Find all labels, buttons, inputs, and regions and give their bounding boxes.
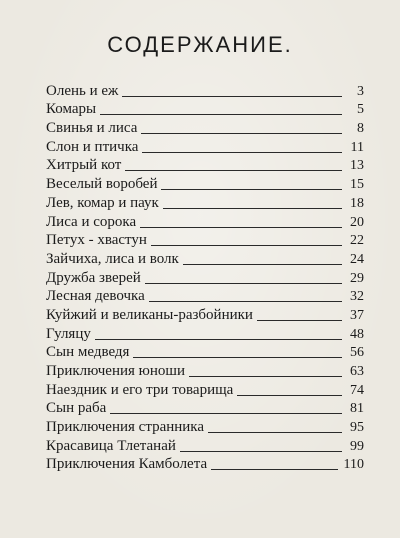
toc-entry <box>46 454 364 473</box>
toc-entry-title: Свинья и лиса <box>46 120 138 137</box>
toc-entry-title: Слон и птичка <box>46 138 139 155</box>
leader-line <box>257 320 342 321</box>
toc-entry-title: Лев, комар и паук <box>46 194 159 211</box>
toc-entry <box>46 248 364 267</box>
toc-entry-page-number: 15 <box>350 177 364 193</box>
toc-entry-title: Зайчиха, лиса и волк <box>46 250 179 267</box>
leader-line <box>145 283 342 284</box>
toc-entry-page-number: 110 <box>343 457 364 473</box>
toc-entry-page-number: 99 <box>350 438 364 454</box>
leader-line <box>149 301 342 302</box>
leader-line <box>237 395 342 396</box>
toc-entry <box>46 416 364 435</box>
leader-line <box>163 208 342 209</box>
toc-entry-page-number: 11 <box>350 139 364 155</box>
toc-entry-page-number: 37 <box>350 307 364 323</box>
toc-entry-page-number: 3 <box>357 83 364 99</box>
toc-entry-page-number: 24 <box>350 251 364 267</box>
toc-entry-page-number: 63 <box>350 364 364 379</box>
leader-line <box>95 339 342 340</box>
toc-entry <box>46 80 364 99</box>
leader-line <box>189 376 342 377</box>
toc-entry-page-number: 81 <box>350 401 364 417</box>
leader-line <box>141 133 342 134</box>
toc-entry <box>46 304 364 323</box>
leader-line <box>208 432 342 433</box>
toc-entry-title: Дружба зверей <box>46 269 141 286</box>
toc-entry-title: Лесная девочка <box>46 288 145 305</box>
toc-entry <box>46 379 364 398</box>
toc-entry-title: Приключения Камболета <box>46 456 208 473</box>
leader-line <box>122 96 342 97</box>
toc-entry-page-number: 32 <box>350 289 364 305</box>
toc-entry <box>46 435 364 454</box>
leader-line <box>151 245 342 246</box>
toc-entry <box>46 286 364 305</box>
toc-entry-page-number: 48 <box>350 326 364 342</box>
toc-entry-page-number: 56 <box>350 345 364 361</box>
leader-line <box>125 170 342 171</box>
toc-entry <box>46 230 364 249</box>
toc-entry-title: Сын медведя <box>46 344 130 361</box>
toc-entry <box>46 99 364 118</box>
toc-entry-title: Куйжий и великаны-разбойники <box>46 306 253 323</box>
leader-line <box>180 451 342 452</box>
toc-entry <box>46 173 364 192</box>
leader-line <box>183 264 342 265</box>
toc-entry <box>46 360 364 379</box>
toc-entry <box>46 267 364 286</box>
toc-entry-page-number: 22 <box>350 233 364 249</box>
toc-entry-title: Комары <box>46 101 97 118</box>
toc-entry-page-number: 18 <box>350 195 364 211</box>
toc-entry-title: Сын раба <box>46 400 107 417</box>
toc-entry-title: Лиса и сорока <box>46 213 137 230</box>
toc-entry-title: Наездник и его три товарища <box>46 381 234 398</box>
toc-entry-title: Олень и еж <box>46 82 119 99</box>
leader-line <box>142 152 342 153</box>
toc-entry <box>46 192 364 211</box>
toc-entry <box>46 211 364 230</box>
toc-entry <box>46 117 364 136</box>
toc-entry-title: Хитрый кот <box>46 157 122 174</box>
toc-entry <box>46 136 364 155</box>
table-of-contents <box>46 80 364 472</box>
toc-entry-page-number: 8 <box>357 121 364 137</box>
leader-line <box>133 357 342 358</box>
toc-entry-page-number: 29 <box>350 270 364 286</box>
toc-entry-title: Приключения странника <box>46 419 205 436</box>
toc-entry-title: Веселый воробей <box>46 176 158 193</box>
toc-entry-title: Красавица Тлетанай <box>46 437 176 454</box>
toc-entry <box>46 398 364 417</box>
toc-entry-title: Петух - хвастун <box>46 232 147 249</box>
toc-entry-title: Приключения юноши <box>46 363 185 379</box>
toc-entry-title: Гуляцу <box>46 325 91 342</box>
toc-entry <box>46 342 364 361</box>
toc-entry <box>46 155 364 174</box>
toc-entry-page-number: 5 <box>357 102 364 118</box>
toc-entry <box>46 323 364 342</box>
toc-entry-page-number: 74 <box>350 382 364 398</box>
leader-line <box>110 413 342 414</box>
leader-line <box>140 227 342 228</box>
toc-entry-page-number: 20 <box>350 214 364 230</box>
leader-line <box>161 189 342 190</box>
leader-line <box>100 114 342 115</box>
toc-entry-page-number: 95 <box>350 420 364 436</box>
contents-heading: СОДЕРЖАНИЕ. <box>107 32 293 57</box>
toc-entry-page-number: 13 <box>350 158 364 174</box>
leader-line <box>211 469 337 470</box>
